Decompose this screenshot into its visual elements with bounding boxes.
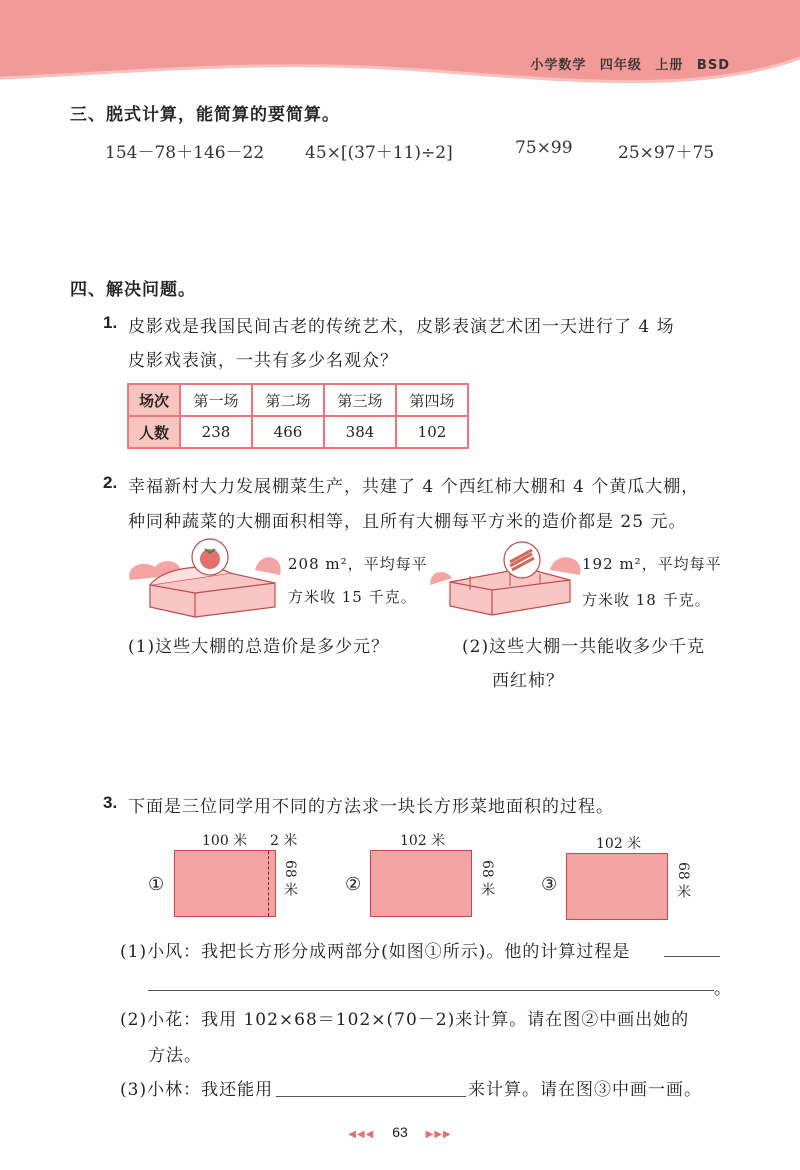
q1-line1: 皮影戏是我国民间古老的传统艺术，皮影表演艺术团一天进行了 4 场 [128, 317, 675, 337]
q3-sub3-blank[interactable] [276, 1074, 466, 1097]
q2-sub1: (1)这些大棚的总造价是多少元？ [128, 637, 390, 657]
cucumber-yield-text: 方米收 18 千克。 [582, 591, 711, 609]
expression-4: 25×97＋75 [618, 143, 715, 163]
q3-sub2-line1: (2)小花：我用 102×68＝102×(70－2)来计算。请在图②中画出她的 [120, 1010, 690, 1030]
figure1-label: ① [148, 874, 165, 895]
q3-line1: 下面是三位同学用不同的方法求一块长方形菜地面积的过程。 [128, 797, 614, 817]
q2-number: 2. [103, 473, 118, 492]
tomato-yield-text: 方米收 15 千克。 [288, 588, 417, 606]
expression-2: 45×[(37＋11)÷2] [305, 143, 453, 163]
page-footer [0, 1124, 800, 1140]
q3-sub1-period: 。 [714, 979, 732, 999]
q2-sub2-line2: 西红柿？ [492, 671, 564, 691]
book-series: 小学数学 四年级 上册 BSD [530, 58, 730, 73]
q3-sub1-blank-line2[interactable] [148, 968, 714, 991]
figure1-width-b: 2 米 [270, 833, 298, 849]
figure2-rectangle [370, 850, 472, 917]
table-row [128, 416, 468, 448]
figure1-divider [268, 851, 269, 916]
table-row [128, 384, 468, 416]
figure3-width: 102 米 [596, 836, 642, 852]
figure3-label: ③ [541, 874, 558, 895]
table-col-4: 第四场 [396, 384, 468, 416]
table-value-4: 102 [396, 416, 468, 448]
table-value-2: 466 [252, 416, 324, 448]
section3-title: 三、脱式计算，能简算的要简算。 [70, 105, 340, 125]
q2-sub2-line1: (2)这些大棚一共能收多少千克 [462, 637, 706, 657]
right-arrows-icon: ▶▶▶ [425, 1129, 452, 1140]
q3-sub3-end: 来计算。请在图③中画一画。 [468, 1080, 702, 1100]
q1-line2: 皮影戏表演，一共有多少名观众？ [128, 351, 398, 371]
q1-number: 1. [103, 313, 118, 332]
audience-table [127, 383, 469, 449]
q2-line2: 种同种蔬菜的大棚面积相等，且所有大棚每平方米的造价都是 25 元。 [128, 512, 687, 532]
cucumber-area-text: 192 m²，平均每平 [582, 555, 722, 573]
table-value-1: 238 [180, 416, 252, 448]
tomato-greenhouse-illustration [125, 535, 290, 620]
page-number: 63 [392, 1124, 408, 1140]
q3-sub1: (1)小风：我把长方形分成两部分(如图①所示)。他的计算过程是 [120, 942, 631, 962]
table-head-people: 人数 [128, 416, 180, 448]
figure3-rectangle [566, 853, 668, 920]
table-col-2: 第二场 [252, 384, 324, 416]
expression-1: 154－78＋146－22 [105, 143, 265, 163]
table-head-shows: 场次 [128, 384, 180, 416]
figure2-height: 68 米 [479, 860, 495, 897]
figure2-width: 102 米 [400, 833, 446, 849]
section4-title: 四、解决问题。 [70, 280, 196, 300]
q3-sub2-line2: 方法。 [148, 1046, 202, 1066]
tomato-area-text: 208 m²，平均每平 [288, 555, 428, 573]
header-band [0, 0, 800, 95]
q2-line1: 幸福新村大力发展棚菜生产，共建了 4 个西红柿大棚和 4 个黄瓜大棚， [128, 477, 700, 497]
table-value-3: 384 [324, 416, 396, 448]
figure1-height: 68 米 [282, 860, 298, 897]
figure2-label: ② [345, 874, 362, 895]
q3-number: 3. [103, 793, 118, 812]
left-arrows-icon: ◀◀◀ [348, 1129, 375, 1140]
figure3-height: 68 米 [675, 862, 691, 899]
q3-sub1-blank[interactable] [664, 934, 720, 957]
figure1-rectangle [174, 850, 276, 917]
table-col-1: 第一场 [180, 384, 252, 416]
expression-3: 75×99 [515, 138, 573, 158]
figure1-width-a: 100 米 [202, 833, 248, 849]
q3-sub3-start: (3)小林：我还能用 [120, 1080, 274, 1100]
table-col-3: 第三场 [324, 384, 396, 416]
cucumber-greenhouse-illustration [430, 540, 585, 620]
